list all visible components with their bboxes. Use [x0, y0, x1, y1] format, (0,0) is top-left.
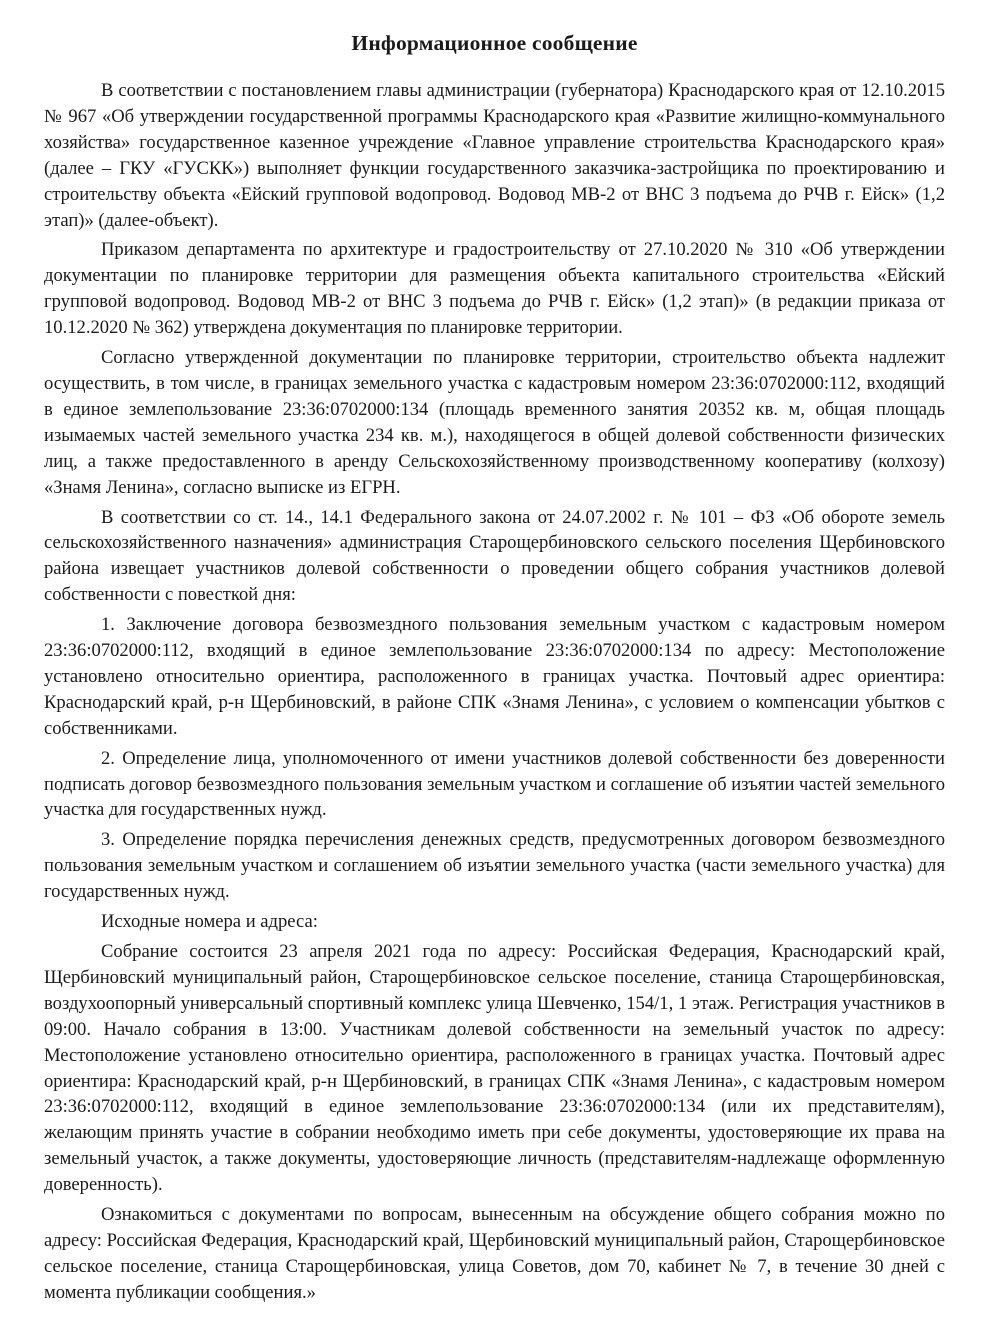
agenda-item-1: 1. Заключение договора безвозмездного пользования земельным участком с кадастровым номером 23:36:0702000:112, входящий в единое землепользование 23:36:0702000:134 по адресу: Местоположение установлено относительно ориентира, расположенного в границах участка. Почтовый адрес ориентира: Краснодарский край, р-н Щербиновский, в районе СПК «Знамя Ленина», с условием о компенсации убытков с собственниками.	[44, 614, 945, 739]
agenda-item-2: 2. Определение лица, уполномоченного от имени участников долевой собственности без доверенности подписать договор безвозмездного пользования земельным участком и соглашение об изъятии частей земельного участка для государственных нужд.	[44, 747, 945, 821]
page-title: Информационное сообщение	[351, 31, 638, 55]
paragraph-meeting-notice: В соответствии со ст. 14., 14.1 Федерального закона от 24.07.2002 г. № 101 – ФЗ «Об обороте земель сельскохозяйственного назначения» администрация Старощербиновского сельского поселения Щербиновского района извещает участников долевой собственности о проведении общего собрания участников долевой собственности с повесткой дня:	[44, 506, 945, 606]
paragraph-planning-order: Приказом департамента по архитектуре и градостроительству от 27.10.2020 № 310 «Об утверждении документации по планировке территории для размещения объекта капитального строительства «Ейский групповой водопровод. Водовод МВ-2 от ВНС 3 подъема до РЧВ г. Ейск» (1,2 этап)» (в редакции приказа от 10.12.2020 № 362) утверждена документация по планировке территории.	[44, 239, 945, 339]
document-body	[44, 78, 945, 1306]
paragraph-meeting-details: Собрание состоится 23 апреля 2021 года по адресу: Российская Федерация, Краснодарский край, Щербиновский муниципальный район, Старощербиновское сельское поселение, станица Старощербиновская, воздухоопорный универсальный спортивный комплекс улица Шевченко, 154/1, 1 этаж. Регистрация участников в 09:00. Начало собрания в 13:00. Участникам долевой собственности на земельный участок по адресу: Местоположение установлено относительно ориентира, расположенного в границах участка. Почтовый адрес ориентира: Краснодарский край, р-н Щербиновский, в границах СПК «Знамя Ленина», с кадастровым номером 23:36:0702000:112, входящий в единое землепользование 23:36:0702000:134 (или их представителям), желающим принять участие в собрании необходимо иметь при себе документы, удостоверяющие их права на земельный участок, а также документы, удостоверяющие личность (представителям-надлежаще оформленную доверенность).	[44, 941, 945, 1196]
paragraph-source-numbers: Исходные номера и адреса:	[101, 911, 318, 933]
paragraph-program-reference: В соответствии с постановлением главы администрации (губернатора) Краснодарского края от 12.10.2015 № 967 «Об утверждении государственной программы Краснодарского края «Развитие жилищно-коммунального хозяйства» государственное казенное учреждение «Главное управление строительства Краснодарского края» (далее – ГКУ «ГУСКК») выполняет функции государственного заказчика-застройщика по проектированию и строительству объекта «Ейский групповой водопровод. Водовод МВ-2 от ВНС 3 подъема до РЧВ г. Ейск» (1,2 этап)» (далее-объект).	[44, 80, 945, 231]
agenda-item-3: 3. Определение порядка перечисления денежных средств, предусмотренных договором безвозмездного пользования земельным участком и соглашением об изъятии земельного участка (части земельного участка) для государственных нужд.	[44, 829, 945, 903]
paragraph-documents-review: Ознакомиться с документами по вопросам, вынесенным на обсуждение общего собрания можно по адресу: Российская Федерация, Краснодарский край, Щербиновский муниципальный район, Старощербиновское сельское поселение, станица Старощербиновская, улица Советов, дом 70, кабинет № 7, в течение 30 дней с момента публикации сообщения.»	[44, 1204, 945, 1303]
paragraph-land-plot: Согласно утвержденной документации по планировке территории, строительство объекта надлежит осуществить, в том числе, в границах земельного участка с кадастровым номером 23:36:0702000:112, входящий в единое землепользование 23:36:0702000:134 (площадь временного занятия 20352 кв. м, общая площадь изымаемых частей земельного участка 234 кв. м.), находящегося в общей долевой собственности физических лиц, а также предоставленного в аренду Сельскохозяйственному производственному кооперативу (колхозу) «Знамя Ленина», согласно выписке из ЕГРН.	[44, 347, 945, 498]
